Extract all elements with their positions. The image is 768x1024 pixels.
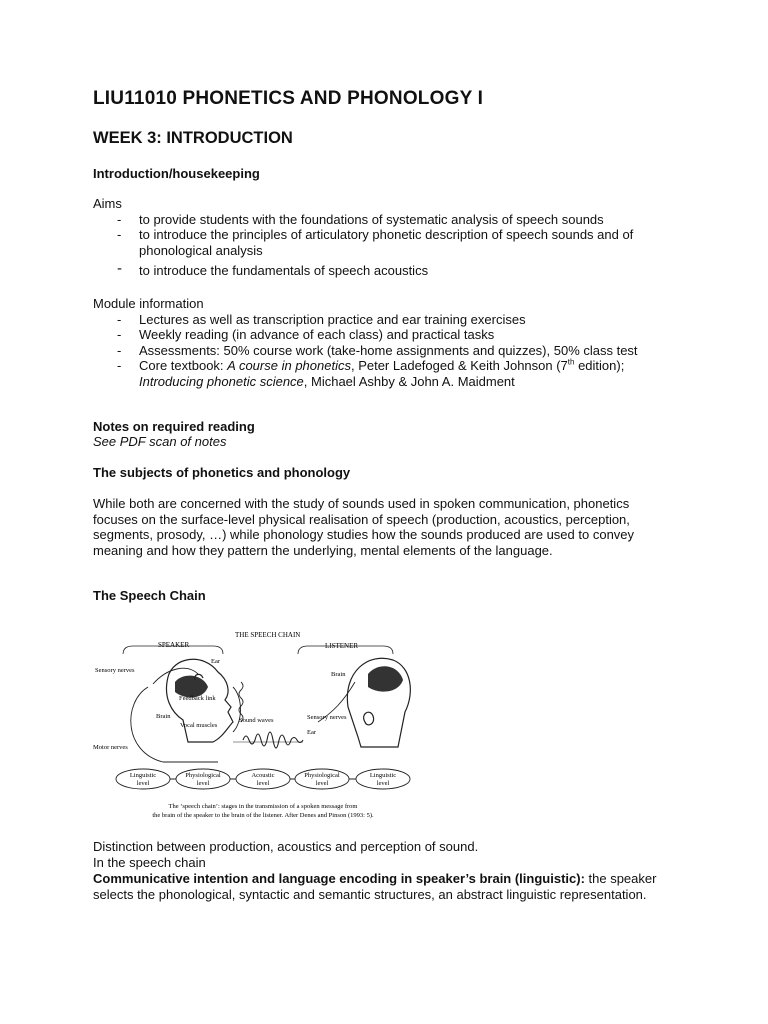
module-label: Module information bbox=[93, 296, 204, 311]
subjects-paragraph: While both are concerned with the study of sounds used in spoken communication, phonetics focuses on the surface-level physical realisation of speech (production, acoustics, perception, segments, prosody, …) while phonology studies how the sounds produced are used to convey meaning and how they pattern the underlying, mental elements of the language. bbox=[93, 496, 635, 558]
aims-label: Aims bbox=[93, 196, 122, 211]
level-4-bottom: level bbox=[315, 780, 329, 787]
distinction-text: Distinction between production, acoustics and perception of sound. bbox=[93, 839, 479, 854]
list-item: - Lectures as well as transcription practice and ear training exercises bbox=[117, 311, 526, 327]
feedback-link-label: Feedback link bbox=[179, 695, 216, 702]
vocal-muscles-label: Vocal muscles bbox=[180, 722, 218, 729]
ear-label: Ear bbox=[211, 658, 221, 665]
sound-wave bbox=[243, 732, 303, 748]
figure-caption-line-2: the brain of the speaker to the brain of the listener. After Denes and Pinson (1993: 5). bbox=[152, 812, 374, 819]
level-3-top: Acoustic bbox=[251, 772, 275, 779]
level-4-top: Physiological bbox=[304, 772, 340, 779]
aims-section bbox=[93, 196, 673, 279]
notes-text: See PDF scan of notes bbox=[93, 434, 227, 449]
listener-ear-label: Ear bbox=[307, 729, 317, 736]
motor-nerves-label: Motor nerves bbox=[93, 744, 128, 751]
notes-heading: Notes on required reading bbox=[93, 419, 255, 434]
levels-row bbox=[116, 769, 410, 789]
level-5-top: Linguistic bbox=[369, 772, 397, 779]
level-2-bottom: level bbox=[196, 780, 210, 787]
speech-chain-figure bbox=[93, 612, 433, 827]
list-item: - to provide students with the foundations of systematic analysis of speech sounds bbox=[117, 211, 604, 227]
listener-head bbox=[347, 658, 410, 747]
level-5-bottom: level bbox=[376, 780, 390, 787]
list-item: - to introduce the principles of articulatory phonetic description of speech sounds and of phonological analysis bbox=[117, 227, 634, 258]
listener-label: LISTENER bbox=[325, 642, 359, 650]
sensory-nerves-label: Sensory nerves bbox=[95, 667, 135, 674]
subjects-heading: The subjects of phonetics and phonology bbox=[93, 465, 351, 480]
module-list bbox=[93, 312, 673, 390]
figure-title: THE SPEECH CHAIN bbox=[235, 631, 301, 639]
level-2-top: Physiological bbox=[185, 772, 221, 779]
sound-waves-label: Sound waves bbox=[239, 717, 274, 724]
speaker-label: SPEAKER bbox=[158, 641, 190, 649]
communicative-paragraph: Communicative intention and language encoding in speaker’s brain (linguistic): the speaker selects the phonological, syntactic and semantic structures, an abstract linguistic representation. bbox=[93, 871, 657, 902]
module-section bbox=[93, 296, 673, 389]
listener-brain-label: Brain bbox=[331, 671, 346, 678]
week-heading: WEEK 3: INTRODUCTION bbox=[93, 129, 293, 147]
aims-list bbox=[93, 212, 673, 279]
in-chain-text: In the speech chain bbox=[93, 855, 206, 870]
list-item: - Weekly reading (in advance of each class) and practical tasks bbox=[117, 327, 495, 342]
brain-label: Brain bbox=[156, 713, 171, 720]
list-item: - Assessments: 50% course work (take-home assignments and quizzes), 50% class test bbox=[117, 342, 638, 358]
speech-chain-heading: The Speech Chain bbox=[93, 588, 206, 603]
level-3-bottom: level bbox=[256, 780, 270, 787]
listener-sensory-label: Sensory nerves bbox=[307, 714, 347, 721]
listener-brain bbox=[368, 666, 403, 691]
listener-ear-shape bbox=[364, 712, 374, 725]
level-1-bottom: level bbox=[136, 780, 150, 787]
figure-caption-line-1: The ‘speech chain’: stages in the transmission of a spoken message from bbox=[168, 803, 358, 810]
list-item: - to introduce the fundamentals of speech acoustics bbox=[117, 260, 429, 278]
list-item: - Core textbook: A course in phonetics, Peter Ladefoged & Keith Johnson (7th edition); Introducing phonetic science, Michael Ashby & John A. Maidment bbox=[117, 357, 625, 389]
level-1-top: Linguistic bbox=[129, 772, 157, 779]
page-title: LIU11010 PHONETICS AND PHONOLOGY I bbox=[93, 88, 484, 109]
housekeeping-heading: Introduction/housekeeping bbox=[93, 166, 260, 181]
speech-chain-diagram bbox=[93, 612, 433, 827]
